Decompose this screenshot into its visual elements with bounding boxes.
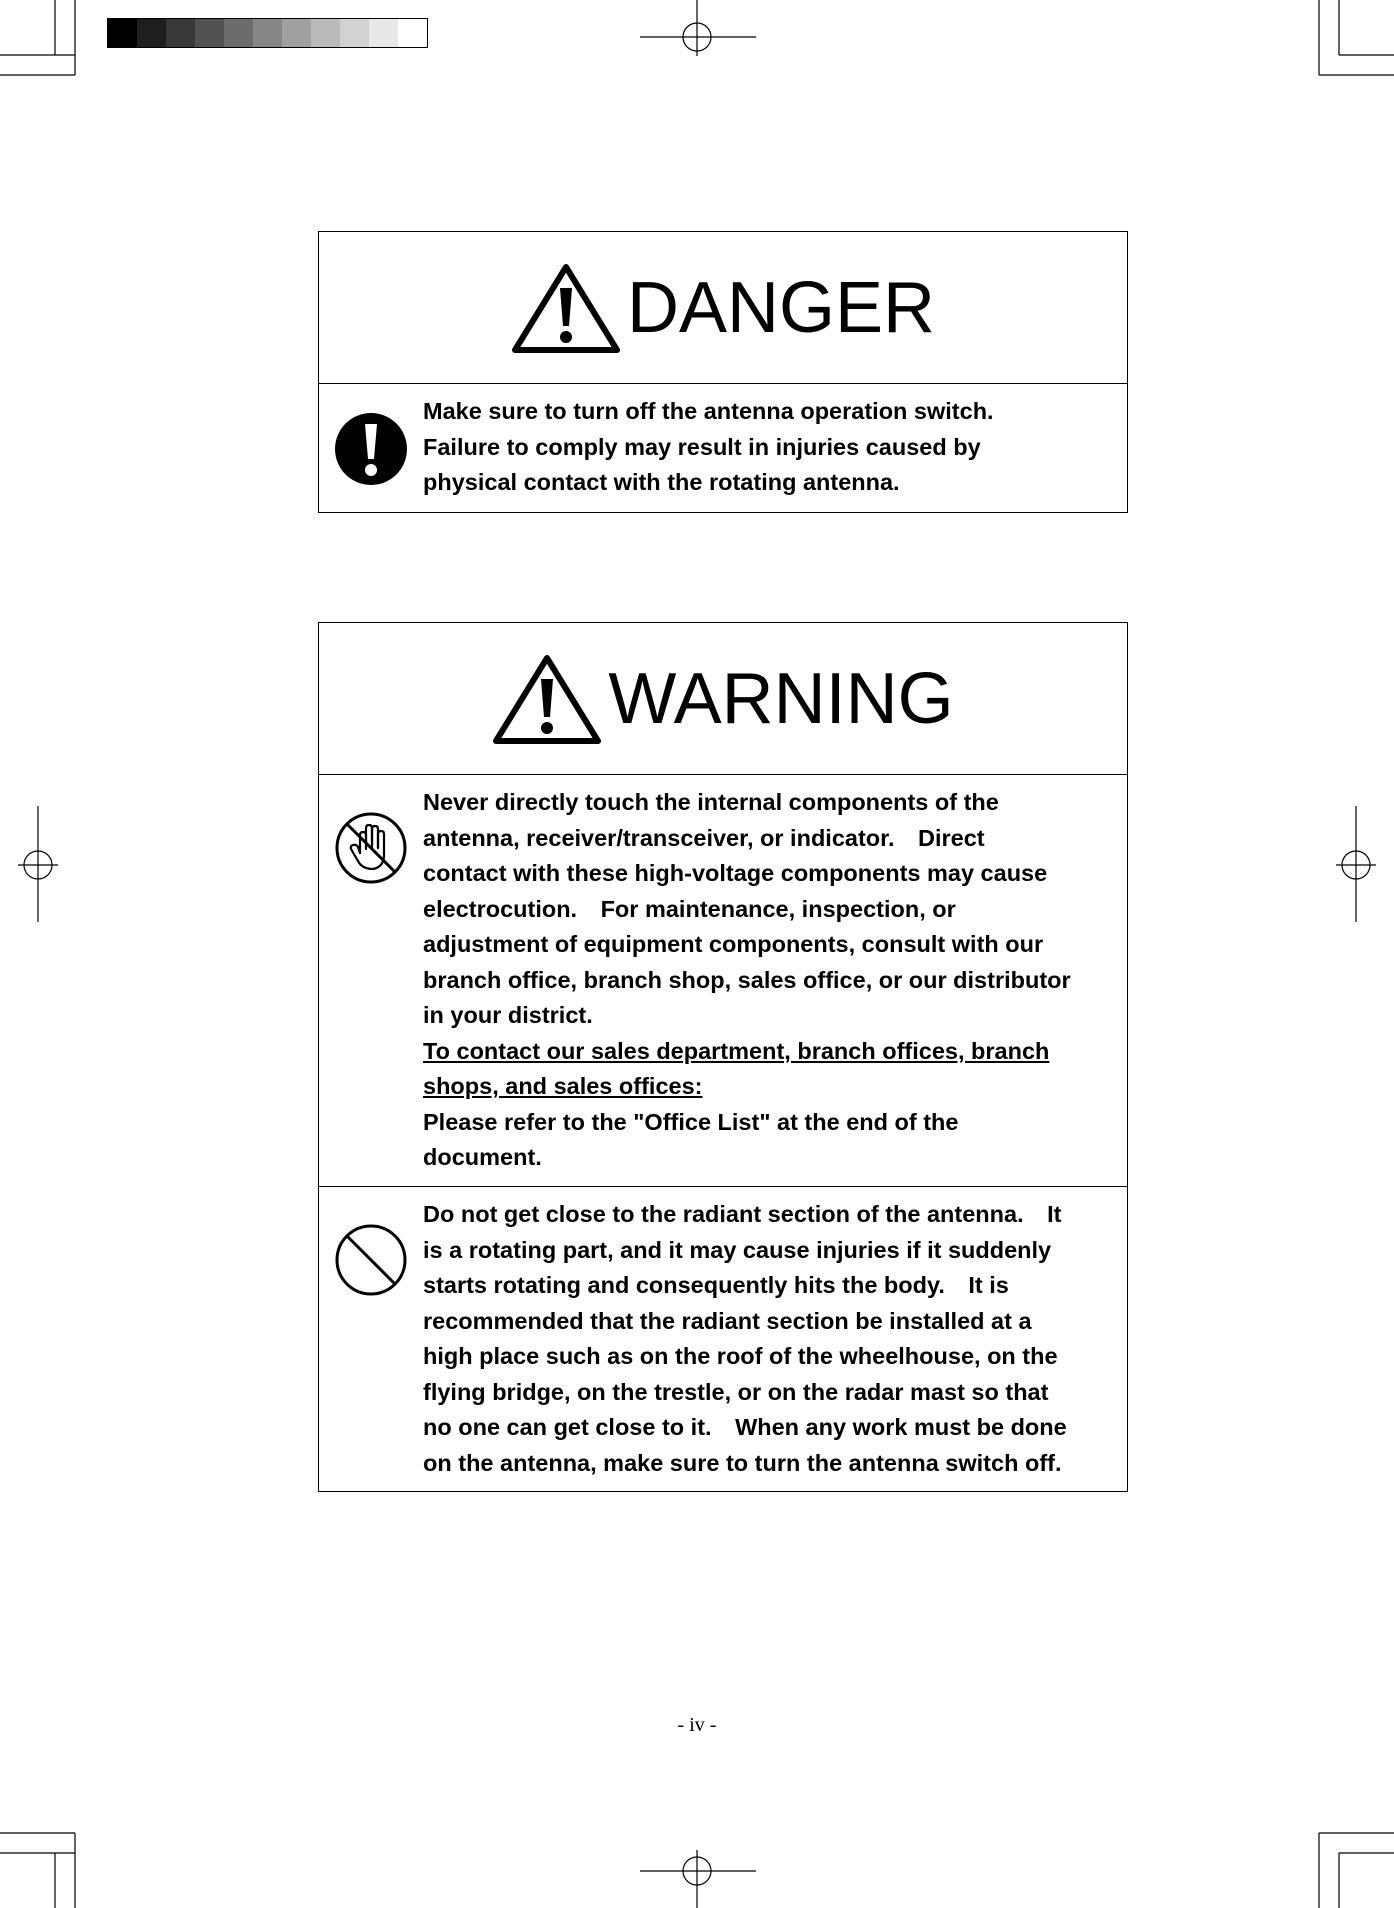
warning-text-line: flying bridge, on the trestle, or on the radar mast so that bbox=[423, 1378, 1049, 1405]
page-number: - iv - bbox=[677, 1714, 717, 1736]
danger-panel bbox=[318, 231, 1128, 513]
warning-text-line: high place such as on the roof of the wheelhouse, on the bbox=[423, 1343, 1058, 1369]
warning-title: WARNING bbox=[608, 658, 954, 739]
danger-text-line: physical contact with the rotating antenna. bbox=[423, 469, 900, 495]
warning-text-line: on the antenna, make sure to turn the antenna switch off. bbox=[423, 1449, 1062, 1476]
no-touch-hand-icon bbox=[334, 811, 408, 885]
contact-heading-line: shops, and sales offices: bbox=[423, 1073, 703, 1099]
danger-header bbox=[319, 232, 1127, 384]
mandatory-exclamation-icon bbox=[334, 412, 408, 486]
prohibition-icon bbox=[334, 1223, 408, 1297]
danger-text-line: Failure to comply may result in injuries caused by bbox=[423, 433, 981, 460]
warning-header bbox=[319, 623, 1127, 775]
warning-text-line: adjustment of equipment components, consult with our bbox=[423, 931, 1044, 957]
warning-text-line: Please refer to the "Office List" at the end of the bbox=[423, 1108, 959, 1135]
warning-text-line: electrocution. For maintenance, inspection, or bbox=[423, 895, 956, 922]
danger-row bbox=[319, 384, 1127, 512]
warning-text-line: branch office, branch shop, sales office, or our distributor bbox=[423, 966, 1071, 993]
warning-text-line: recommended that the radiant section be installed at a bbox=[423, 1307, 1032, 1334]
warning-text-line: Do not get close to the radiant section of the antenna. It bbox=[423, 1201, 1062, 1227]
warning-text-line: contact with these high-voltage components may cause bbox=[423, 860, 1048, 886]
warning-panel bbox=[318, 622, 1128, 1492]
warning-text-line: starts rotating and consequently hits the body. It is bbox=[423, 1272, 1009, 1298]
warning-text-line: Never directly touch the internal components of the bbox=[423, 789, 999, 815]
warning-text-line: document. bbox=[423, 1144, 542, 1170]
warning-triangle-icon bbox=[492, 653, 602, 745]
warning-text-line: is a rotating part, and it may cause injuries if it suddenly bbox=[423, 1236, 1052, 1263]
warning-row-no-approach bbox=[319, 1186, 1127, 1491]
contact-heading-line: To contact our sales department, branch offices, branch bbox=[423, 1037, 1050, 1064]
danger-text-line: Make sure to turn off the antenna operation switch. bbox=[423, 398, 994, 424]
warning-triangle-icon bbox=[511, 262, 621, 354]
warning-text-line: in your district. bbox=[423, 1002, 593, 1028]
warning-text-line: no one can get close to it. When any work must be done bbox=[423, 1414, 1067, 1440]
danger-title: DANGER bbox=[626, 267, 936, 348]
warning-text-line: antenna, receiver/transceiver, or indicator. Direct bbox=[423, 824, 985, 851]
warning-row-no-touch bbox=[319, 775, 1127, 1186]
